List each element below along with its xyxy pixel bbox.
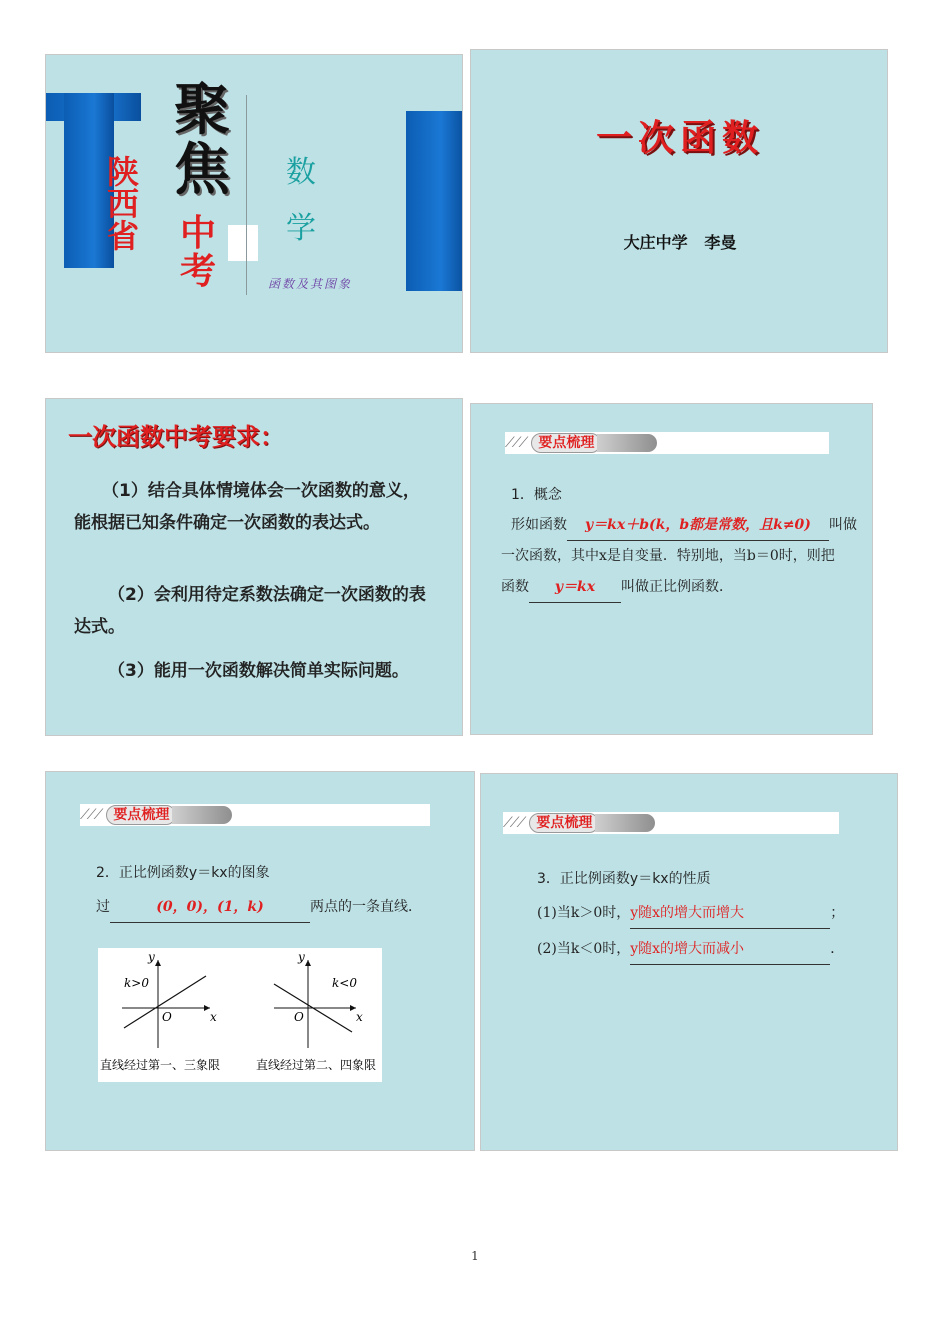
answer-blank: y随x的增大而增大: [630, 898, 830, 929]
section-title: 3．正比例函数y＝kx的性质: [537, 871, 711, 887]
page-number: 1: [471, 1249, 479, 1263]
axis-label-x: x: [356, 1010, 363, 1024]
section-badge: 要点梳理: [529, 813, 599, 833]
graph-panel: [98, 948, 382, 1082]
logo-char: 焦: [174, 138, 230, 203]
section-title: 1．概念: [511, 487, 562, 503]
y-axis-arrow: [155, 960, 161, 966]
logo-sub: [180, 215, 230, 291]
origin-label: O: [294, 1010, 304, 1024]
logo-char: 聚: [174, 78, 230, 143]
leaf-icon: ⟋⟋⟋: [80, 807, 101, 823]
answer-blank: y＝kx: [529, 572, 621, 603]
condition-label: k<0: [332, 976, 357, 990]
logo-char: 中: [180, 213, 217, 254]
slide-properties: [480, 773, 898, 1151]
requirement-item: （2）会利用待定系数法确定一次函数的表达式。: [74, 585, 426, 637]
logo-char: 考: [180, 251, 217, 292]
property-line: (2)当k＜0时，y随x的增大而减小 ．: [537, 934, 844, 965]
topic-label: 函数及其图象: [268, 277, 353, 291]
concept-line: 形如函数 y＝kx＋b(k，b都是常数，且k≠0) 叫做: [511, 510, 871, 541]
logo-main: [174, 78, 244, 203]
answer-blank: y随x的增大而减小: [630, 934, 830, 965]
section-title: 2．正比例函数y＝kx的图象: [96, 865, 270, 881]
section-badge: 要点梳理: [531, 433, 601, 453]
condition-label: k>0: [124, 976, 149, 990]
property-line: (1)当k＞0时，y随x的增大而增大 ；: [537, 898, 844, 929]
subject-char: 数: [286, 155, 316, 190]
badge-tail: [597, 434, 657, 452]
slide-title-text: 一次函数: [595, 118, 764, 159]
graph-caption: 直线经过第二、四象限: [256, 1058, 377, 1072]
requirement-item: （1）结合具体情境体会一次函数的意义，能根据已知条件确定一次函数的表达式。: [74, 481, 420, 533]
origin-label: O: [162, 1010, 172, 1024]
slide-requirements: [45, 398, 463, 736]
concept-line: 一次函数，其中x是自变量．特别地，当b＝0时，则把: [501, 548, 835, 564]
section-header: [505, 432, 829, 454]
axis-label-x: x: [210, 1010, 217, 1024]
slide-title: [470, 49, 888, 353]
slide-concept: [470, 403, 873, 735]
slide-graph: [45, 771, 475, 1151]
leaf-icon: ⟋⟋⟋: [505, 435, 526, 451]
graph-line: 过 (0，0)，(1，k) 两点的一条直线．: [96, 892, 422, 923]
province-label: 陕西省: [102, 155, 140, 251]
graph-caption: 直线经过第一、三象限: [100, 1058, 221, 1072]
axis-label-y: y: [148, 950, 155, 964]
leaf-icon: ⟋⟋⟋: [503, 815, 524, 831]
subject-char: 学: [286, 211, 316, 246]
concept-line: 函数 y＝kx 叫做正比例函数．: [501, 572, 733, 603]
requirements-heading: 一次函数中考要求：: [68, 423, 284, 451]
badge-tail: [172, 806, 232, 824]
white-block: [228, 225, 258, 261]
section-header: [503, 812, 839, 834]
answer-blank: (0，0)，(1，k): [110, 892, 310, 923]
axis-label-y: y: [298, 950, 305, 964]
answer-blank: y＝kx＋b(k，b都是常数，且k≠0): [567, 510, 829, 541]
y-axis-arrow: [305, 960, 311, 966]
subject-label: [286, 145, 316, 257]
section-badge: 要点梳理: [106, 805, 176, 825]
section-header: [80, 804, 430, 826]
badge-tail: [595, 814, 655, 832]
right-blue-bar: [406, 111, 463, 291]
slide-cover: [45, 54, 463, 353]
divider: [246, 95, 247, 295]
requirement-item: （3）能用一次函数解决简单实际问题。: [108, 661, 409, 681]
author-text: 大庄中学 李曼: [623, 233, 737, 252]
